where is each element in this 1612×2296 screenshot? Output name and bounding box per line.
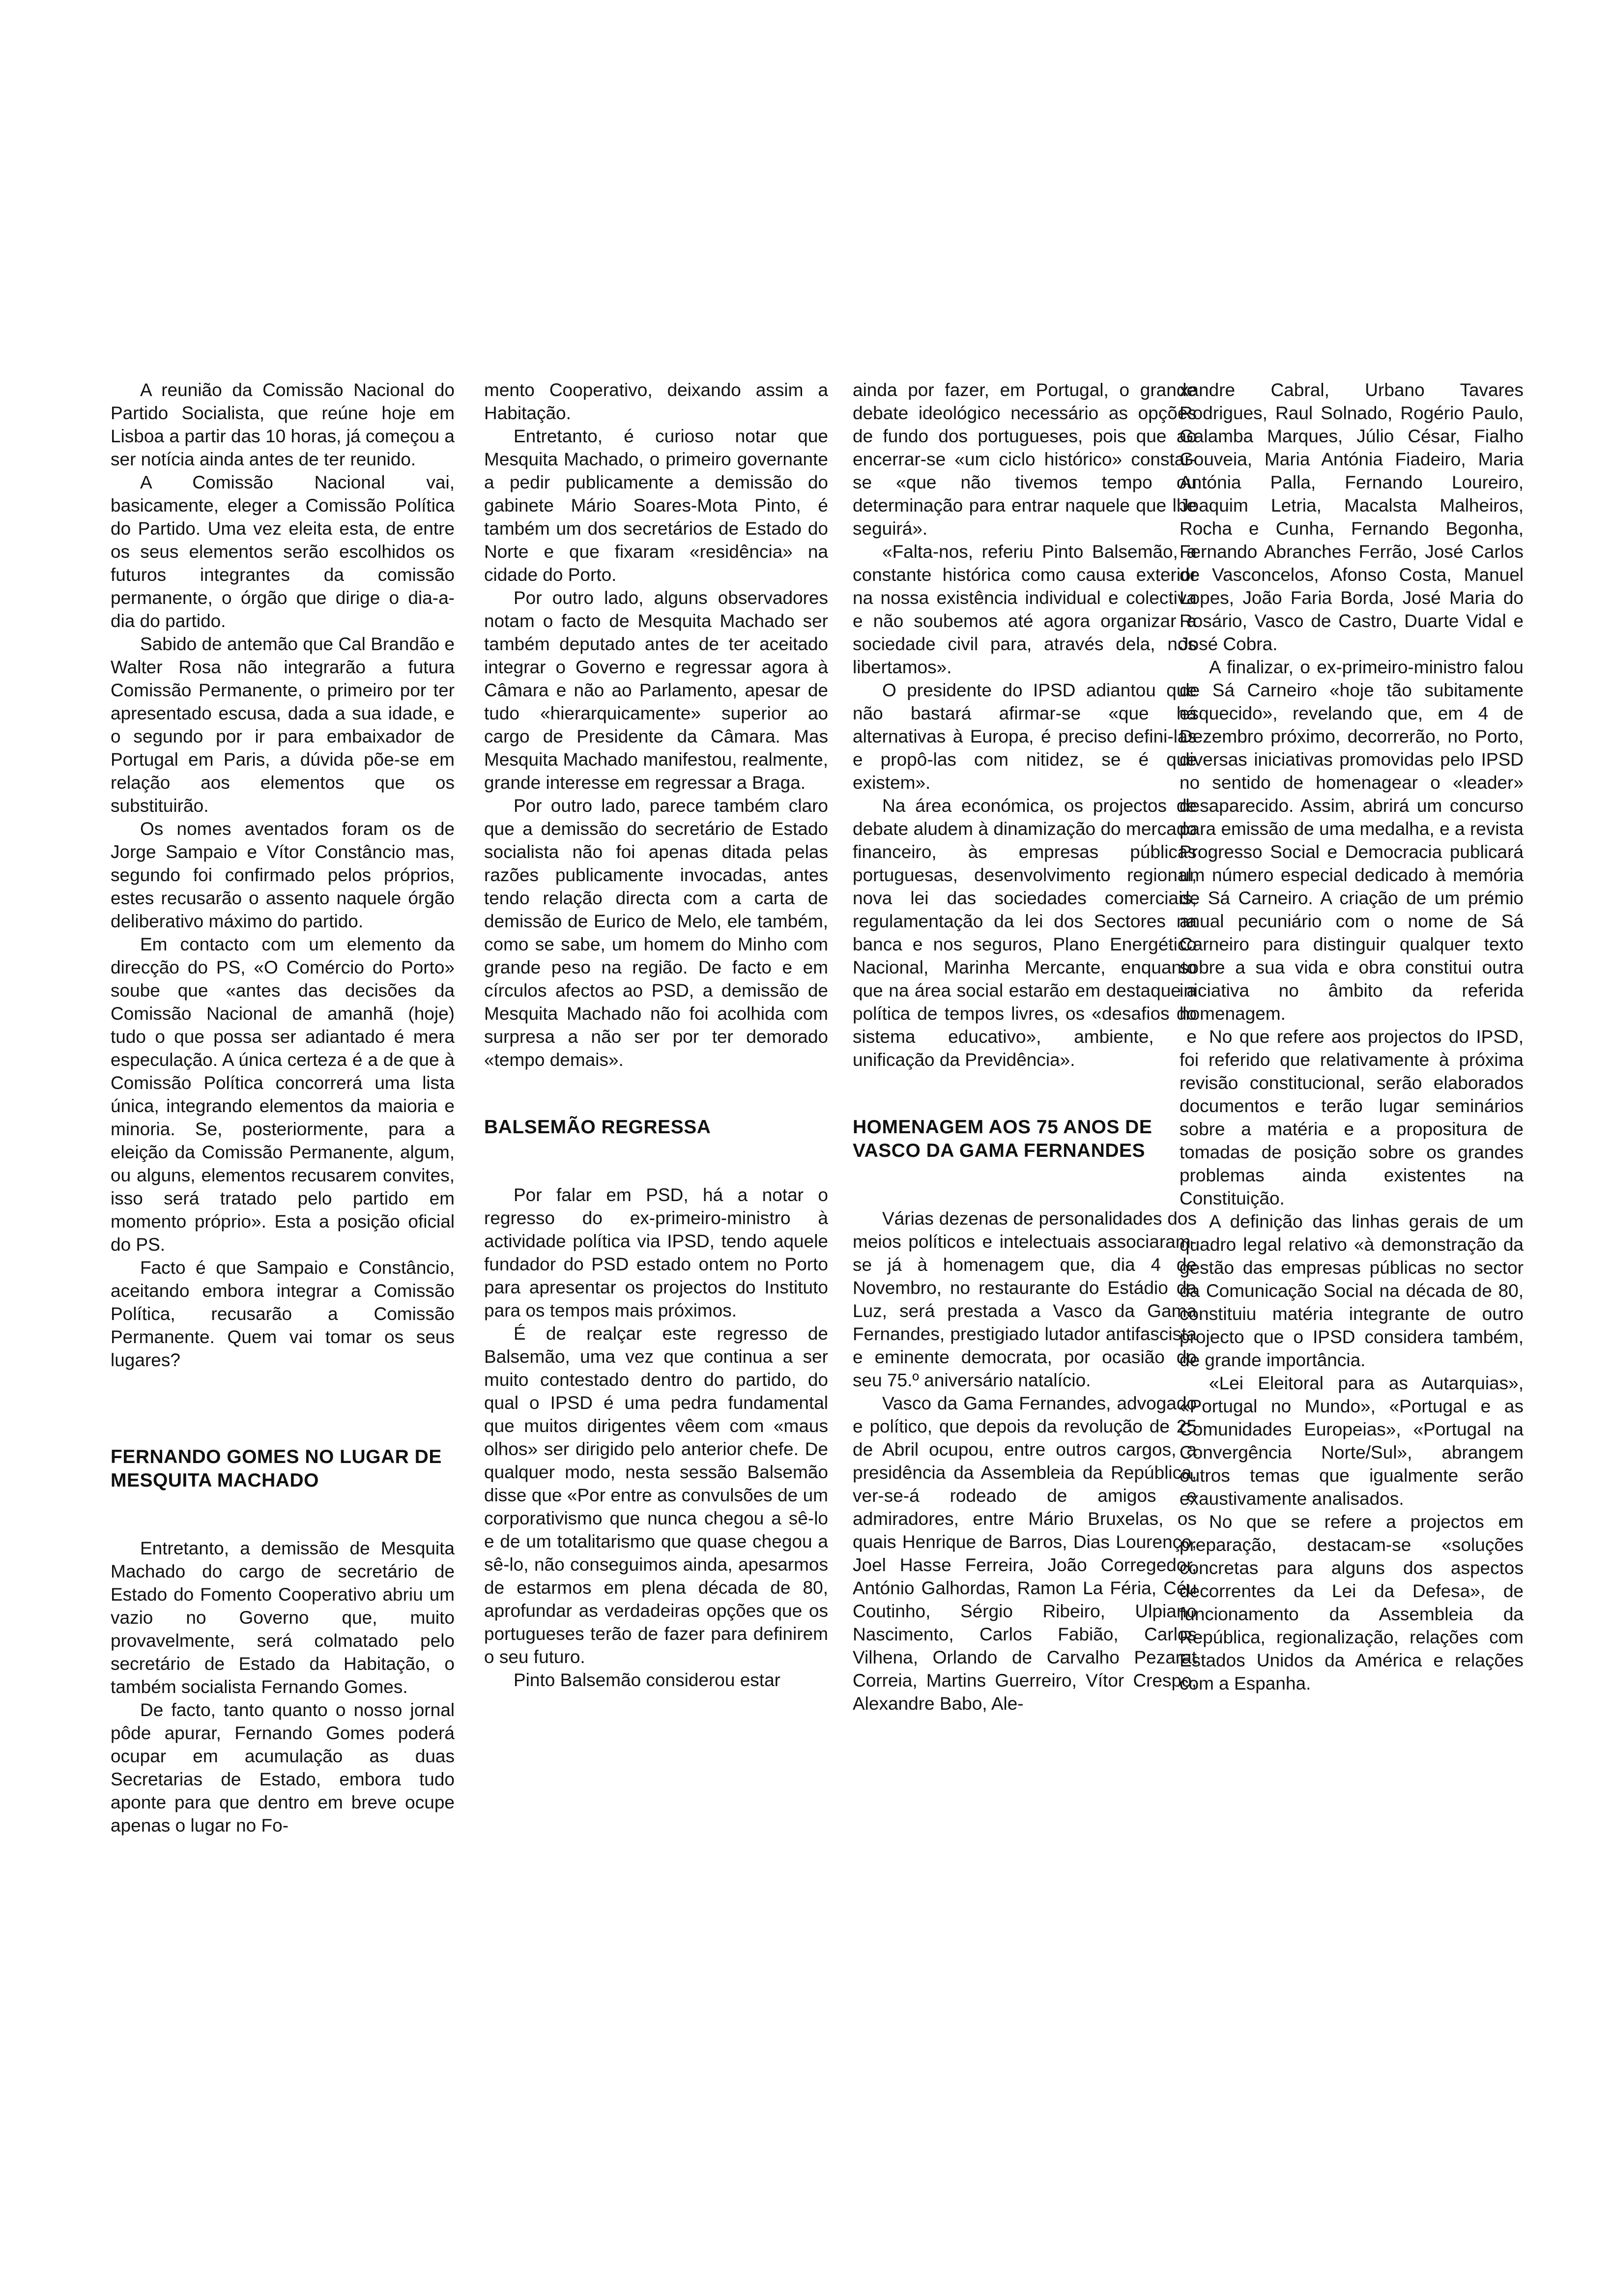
article-paragraph: Em contacto com um elemento da direcção do PS, «O Comércio do Porto» soube que «antes das decisões da Comissão Nacional de amanhã (hoje) tudo o que possa ser adiantado é mera especulação. A única certeza é a de que à Comissão Política concorrerá uma lista única, integrando elementos da maioria e minoria. Se, posteriormente, para a eleição da Comissão Permanente, algum, ou alguns, elementos recusarem convites, isso será tratado pelo partido em momento próprio». Esta a posição oficial do PS. xyxy=(111,934,455,1255)
spacer xyxy=(484,1071,828,1116)
article-paragraph: Por outro lado, alguns observadores notam o facto de Mesquita Machado ser também deputado antes de ter aceitado integrar o Governo e regressar agora à Câmara e não ao Parlamento, apesar de tudo «hierarquicamente» superior ao cargo de Presidente da Câmara. Mas Mesquita Machado manifestou, realmente, grande interesse em regressar a Braga. xyxy=(484,588,828,793)
article-paragraph: Na área económica, os projectos de debate aludem à dinamização do mercado financeiro, às empresas públicas portuguesas, desenvolvimento regional, nova lei das sociedades comerciais, regulamentação da lei dos Sectores na banca e nos seguros, Plano Energético Nacional, Marinha Mercante, enquanto que na área social estarão em destaque a política de tempos livres, os «desafios do sistema educativo», ambiente, e unificação da Previdência». xyxy=(853,796,1197,1070)
spacer xyxy=(853,1163,1197,1207)
spacer xyxy=(111,1372,455,1445)
section-heading: BALSEMÃO REGRESSA xyxy=(484,1117,711,1138)
article-paragraph: A definição das linhas gerais de um quadro legal relativo «à demonstração da gestão das empresas públicas no sector da Comunicação Social na década de 80, constituiu matéria integrante de outro projecto que o IPSD considera também, de grande importância. xyxy=(1180,1211,1524,1370)
article-paragraph: Por outro lado, parece também claro que a demissão do secretário de Estado socialista não foi apenas ditada pelas razões publicamente invocadas, antes tendo relação directa com a carta de demissão de Eurico de Melo, ele também, como se sabe, um homem do Minho com grande peso na região. De facto e em círculos afectos ao PSD, a demissão de Mesquita Machado não foi acolhida com surpresa a não ser por ter demorado «tempo demais». xyxy=(484,796,828,1070)
article-paragraph: Por falar em PSD, há a notar o regresso do ex-primeiro-ministro à actividade política via IPSD, tendo aquele fundador do PSD estado ontem no Porto para apresentar os projectos do Instituto para os tempos mais próximos. xyxy=(484,1185,828,1320)
article-paragraph: ainda por fazer, em Portugal, o grande debate ideológico necessário as opções de fundo dos portugueses, pois que ao encerrar-se «um ciclo histórico» constar-se «que não tivemos tempo ou determinação para entrar naquele que lhe seguirá». xyxy=(853,380,1197,539)
article-column-3 xyxy=(853,378,1197,1715)
article-paragraph: mento Cooperativo, deixando assim a Habitação. xyxy=(484,380,828,423)
article-column-1 xyxy=(111,378,455,1837)
article-paragraph: De facto, tanto quanto o nosso jornal pôde apurar, Fernando Gomes poderá ocupar em acumulação as duas Secretarias de Estado, embora tudo aponte para que dentro em breve ocupe apenas o lugar no Fo- xyxy=(111,1700,455,1836)
article-paragraph: É de realçar este regresso de Balsemão, uma vez que continua a ser muito contestado dentro do partido, do qual o IPSD é uma pedra fundamental que muitos dirigentes vêem com «maus olhos» ser dirigido pelo anterior chefe. De qualquer modo, nesta sessão Balsemão disse que «Por entre as convulsões de um corporativismo que nunca chegou a sê-lo e de um totalitarismo que quase chegou a sê-lo, não conseguimos ainda, apesarmos de estarmos em plena década de 80, aprofundar as verdadeiras opções que os portugueses terão de fazer para definirem o seu futuro. xyxy=(484,1323,828,1667)
article-paragraph: Os nomes aventados foram os de Jorge Sampaio e Vítor Constâncio mas, segundo foi confirmado pelos próprios, estes recusarão o assento naquele órgão deliberativo máximo do partido. xyxy=(111,819,455,931)
article-column-2 xyxy=(484,378,828,1692)
article-paragraph: Vasco da Gama Fernandes, advogado e político, que depois da revolução de 25 de Abril ocupou, entre outros cargos, a presidência da Assembleia da República, ver-se-á rodeado de amigos e admiradores, entre Mário Bruxelas, os quais Henrique de Barros, Dias Lourenço, Joel Hasse Ferreira, João Corregedor, António Galhordas, Ramon La Féria, Céu Coutinho, Sérgio Ribeiro, Ulpiano Nascimento, Carlos Fabião, Carlos Vilhena, Orlando de Carvalho Pezarat Correia, Martins Guerreiro, Vítor Crespo, Alexandre Babo, Ale- xyxy=(853,1393,1197,1714)
article-paragraph: Sabido de antemão que Cal Brandão e Walter Rosa não integrarão a futura Comissão Permanente, o primeiro por ter apresentado escusa, dada a sua idade, e o segundo por ir para embaixador de Portugal em Paris, a dúvida põe-se em relação aos elementos que os substituirão. xyxy=(111,634,455,816)
article-paragraph: No que refere aos projectos do IPSD, foi referido que relativamente à próxima revisão constitucional, serão elaborados documentos e terão lugar seminários sobre a matéria e a propositura de tomadas de posição sobre os grandes problemas ainda existentes na Constituição. xyxy=(1180,1027,1524,1208)
spacer xyxy=(484,1139,828,1183)
article-paragraph: «Lei Eleitoral para as Autarquias», «Portugal no Mundo», «Portugal e as Comunidades Europeias», «Portugal na Convergência Norte/Sul», abrangem outros temas que igualmente serão exaustivamente analisados. xyxy=(1180,1373,1524,1509)
spacer xyxy=(853,1071,1197,1116)
section-heading: HOMENAGEM AOS 75 ANOS DE VASCO DA GAMA FERNANDES xyxy=(853,1117,1152,1161)
article-paragraph: xandre Cabral, Urbano Tavares Rodrigues, Raul Solnado, Rogério Paulo, Galamba Marques, Júlio César, Fialho Gouveia, Maria Antónia Fiadeiro, Maria Antónia Palla, Fernando Loureiro, Joaquim Letria, Macalsta Malheiros, Rocha e Cunha, Fernando Begonha, Fernando Abranches Ferrão, José Carlos de Vasconcelos, Afonso Costa, Manuel Lopes, João Faria Borda, José Maria do Rosário, Vasco de Castro, Duarte Vidal e José Cobra. xyxy=(1180,380,1524,654)
article-column-4 xyxy=(1180,378,1524,1695)
article-paragraph: Entretanto, é curioso notar que Mesquita Machado, o primeiro governante a pedir publicamente a demissão do gabinete Mário Soares-Mota Pinto, é também um dos secretários de Estado do Norte e que fixaram «residência» na cidade do Porto. xyxy=(484,426,828,585)
article-paragraph: No que se refere a projectos em preparação, destacam-se «soluções concretas para alguns dos aspectos decorrentes da Lei da Defesa», de funcionamento da Assembleia da República, regionalização, relações com Estados Unidos da América e relações com a Espanha. xyxy=(1180,1512,1524,1693)
spacer xyxy=(111,1492,455,1537)
article-paragraph: Facto é que Sampaio e Constâncio, aceitando embora integrar a Comissão Política, recusarão a Comissão Permanente. Quem vai tomar os seus lugares? xyxy=(111,1258,455,1370)
article-paragraph: Várias dezenas de personalidades dos meios políticos e intelectuais associaram-se já à homenagem que, dia 4 de Novembro, no restaurante do Estádio da Luz, será prestada a Vasco da Gama Fernandes, prestigiado lutador antifascista e eminente democrata, por ocasião do seu 75.º aniversário natalício. xyxy=(853,1208,1197,1390)
article-paragraph: «Falta-nos, referiu Pinto Balsemão, a constante histórica como causa exterior na nossa existência individual e colectiva e não soubemos até agora organizar a sociedade civil para, através dela, nos libertamos». xyxy=(853,542,1197,677)
article-paragraph: O presidente do IPSD adiantou que não bastará afirmar-se «que há alternativas à Europa, é preciso defini-las e propô-las com nitidez, se é que existem». xyxy=(853,680,1197,793)
section-heading: FERNANDO GOMES NO LUGAR DE MESQUITA MACHADO xyxy=(111,1446,442,1491)
article-paragraph: A reunião da Comissão Nacional do Partido Socialista, que reúne hoje em Lisboa a partir das 10 horas, já começou a ser notícia ainda antes de ter reunido. xyxy=(111,380,455,469)
article-paragraph: A Comissão Nacional vai, basicamente, eleger a Comissão Política do Partido. Uma vez eleita esta, de entre os seus elementos serão escolhidos os futuros integrantes da comissão permanente, o órgão que dirige o dia-a-dia do partido. xyxy=(111,472,455,631)
article-paragraph: A finalizar, o ex-primeiro-ministro falou de Sá Carneiro «hoje tão subitamente esquecido», revelando que, em 4 de Dezembro próximo, decorrerão, no Porto, diversas iniciativas promovidas pelo IPSD no sentido de homenagear o «leader» desaparecido. Assim, abrirá um concurso para emissão de uma medalha, e a revista Progresso Social e Democracia publicará um número especial dedicado à memória de Sá Carneiro. A criação de um prémio anual pecuniário com o nome de Sá Carneiro para distinguir qualquer texto sobre a sua vida e obra constitui outra iniciativa no âmbito da referida homenagem. xyxy=(1180,657,1524,1024)
article-paragraph: Entretanto, a demissão de Mesquita Machado do cargo de secretário de Estado do Fomento Cooperativo abriu um vazio no Governo que, muito provavelmente, será colmatado pelo secretário de Estado da Habitação, o também socialista Fernando Gomes. xyxy=(111,1538,455,1697)
article-paragraph: Pinto Balsemão considerou estar xyxy=(514,1670,780,1690)
